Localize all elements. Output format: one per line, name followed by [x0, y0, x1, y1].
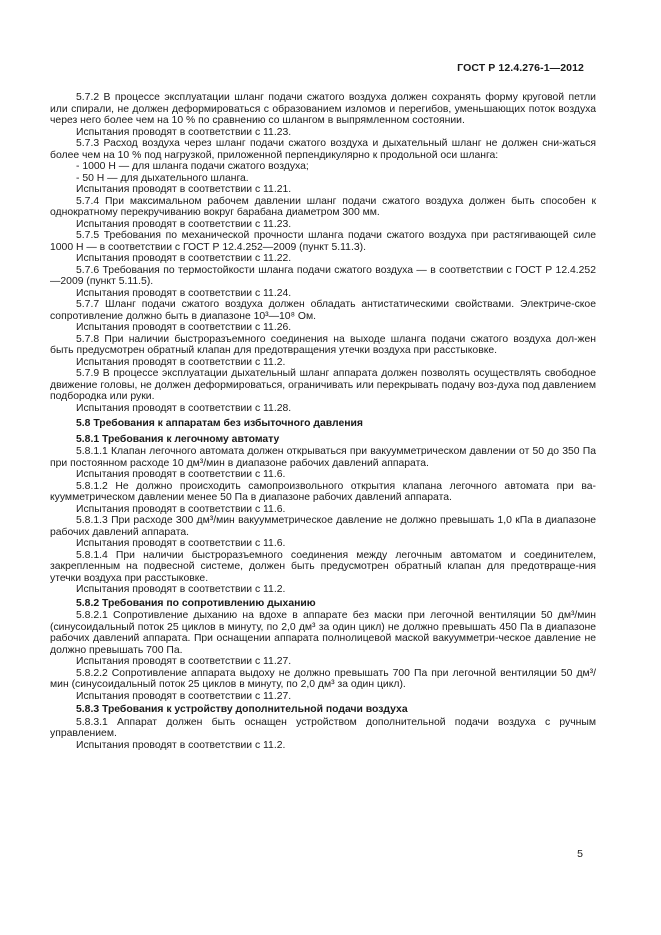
paragraph: 5.8.1.4 При наличии быстроразъемного соединения между легочным автоматом и соединителем, закрепленным на подвесной системе, должен быть предусмотрен обратный клапан для предотвраще-ния утечки воздуха при расстыковке.	[50, 549, 596, 584]
subsection-heading: 5.8.3 Требования к устройству дополнительной подачи воздуха	[76, 704, 408, 715]
paragraph: 5.8.2.2 Сопротивление аппарата выдоху не должно превышать 700 Па при легочной вентиляции 50 дм³/мин (синусоидальный поток 25 циклов в минуту, по 2,0 дм³ за один цикл).	[50, 667, 596, 690]
paragraph: Испытания проводят в соответствии с 11.2.	[76, 584, 286, 595]
paragraph: 5.7.7 Шланг подачи сжатого воздуха должен обладать антистатическими свойствами. Электриче-ское сопротивление должно быть в диапазоне 10³—10⁸ Ом.	[50, 299, 596, 322]
subsection-heading: 5.8.1 Требования к легочному автомату	[76, 433, 280, 445]
paragraph: 5.7.3 Расход воздуха через шланг подачи сжатого воздуха и дыхательный шланг не должен сни-жаться более чем на 10 % под нагрузкой, приложенной перпендикулярно к продольной оси шланга:	[50, 138, 596, 161]
paragraph: Испытания проводят в соответствии с 11.24.	[76, 287, 292, 299]
paragraph: Испытания проводят в соответствии с 11.27.	[76, 690, 292, 702]
list-item: - 50 Н — для дыхательного шланга.	[76, 172, 249, 184]
paragraph: Испытания проводят в соответствии с 11.23.	[76, 218, 292, 230]
paragraph: 5.7.5 Требования по механической прочности шланга подачи сжатого воздуха при растягивающей силе 1000 Н — в соответствии с ГОСТ Р 12.4.252—2009 (пункт 5.11.3).	[50, 230, 596, 253]
page-number: 5	[577, 848, 583, 860]
paragraph: 5.8.1.3 При расходе 300 дм³/мин вакуумметрическое давление не должно превышать 1,0 кПа в диапазоне рабочих давлений аппарата.	[50, 515, 596, 538]
paragraph: Испытания проводят в соответствии с 11.28.	[76, 402, 292, 414]
paragraph: Испытания проводят в соответствии с 11.6.	[76, 538, 286, 549]
list-item: - 1000 Н — для шланга подачи сжатого воздуха;	[76, 161, 309, 172]
subsection-heading: 5.8.2 Требования по сопротивлению дыханию	[76, 597, 316, 609]
paragraph: Испытания проводят в соответствии с 11.6.	[76, 503, 286, 515]
paragraph: Испытания проводят в соответствии с 11.6.	[76, 469, 286, 480]
paragraph: Испытания проводят в соответствии с 11.21.	[76, 184, 292, 195]
paragraph: Испытания проводят в соответствии с 11.2.	[76, 356, 286, 368]
document-body	[50, 92, 596, 751]
paragraph: 5.7.9 В процессе эксплуатации дыхательный шланг аппарата должен позволять осуществлять свободное движение головы, не должен деформироваться, ограничивать или перекрывать подачу воз-духа под давлением подбородка или руки.	[50, 368, 596, 402]
paragraph: Испытания проводят в соответствии с 11.27.	[76, 656, 292, 667]
paragraph: 5.8.2.1 Сопротивление дыханию на вдохе в аппарате без маски при легочной вентиляции 50 дм³/мин (синусоидальный поток 25 циклов в минуту, по 2,0 дм³ за один цикл) не должно превышать 450 Па в диапазоне рабочих давлений аппарата. При оснащении аппарата полнолицевой маской вакуумметри-ческое давление не должно превышать 700 Па.	[50, 610, 596, 656]
paragraph: 5.8.3.1 Аппарат должен быть оснащен устройством дополнительной подачи воздуха с ручным управлением.	[50, 716, 596, 739]
paragraph: 5.8.1.2 Не должно происходить самопроизвольного открытия клапана легочного автомата при ва-куумметрическом давлении менее 50 Па в диапазоне рабочих давлений аппарата.	[50, 480, 596, 503]
paragraph: 5.7.4 При максимальном рабочем давлении шланг подачи сжатого воздуха должен быть способен к однократному перекручиванию вокруг барабана диаметром 300 мм.	[50, 195, 596, 218]
paragraph: 5.7.2 В процессе эксплуатации шланг подачи сжатого воздуха должен сохранять форму круговой петли или спирали, не должен деформироваться с образованием изломов и перегибов, уменьшающих поток воздуха через него более чем на 10 % по сравнению со шлангом в выпрямленном состоянии.	[50, 92, 596, 126]
paragraph: Испытания проводят в соответствии с 11.23.	[76, 126, 292, 138]
section-heading: 5.8 Требования к аппаратам без избыточного давления	[76, 418, 363, 429]
standard-header: ГОСТ Р 12.4.276-1—2012	[457, 62, 584, 74]
paragraph: Испытания проводят в соответствии с 11.22.	[76, 253, 292, 264]
paragraph: Испытания проводят в соответствии с 11.26.	[76, 322, 292, 333]
paragraph: Испытания проводят в соответствии с 11.2.	[76, 739, 286, 751]
paragraph: 5.8.1.1 Клапан легочного автомата должен открываться при вакуумметрическом давлении от 50 до 350 Па при постоянном расходе 10 дм³/мин в диапазоне рабочих давлений аппарата.	[50, 446, 596, 469]
paragraph: 5.7.8 При наличии быстроразъемного соединения на выходе шланга подачи сжатого воздуха дол-жен быть предусмотрен обратный клапан для предотвращения утечки воздуха при расстыковке.	[50, 333, 596, 356]
paragraph: 5.7.6 Требования по термостойкости шланга подачи сжатого воздуха — в соответствии с ГОСТ Р 12.4.252—2009 (пункт 5.11.5).	[50, 264, 596, 287]
